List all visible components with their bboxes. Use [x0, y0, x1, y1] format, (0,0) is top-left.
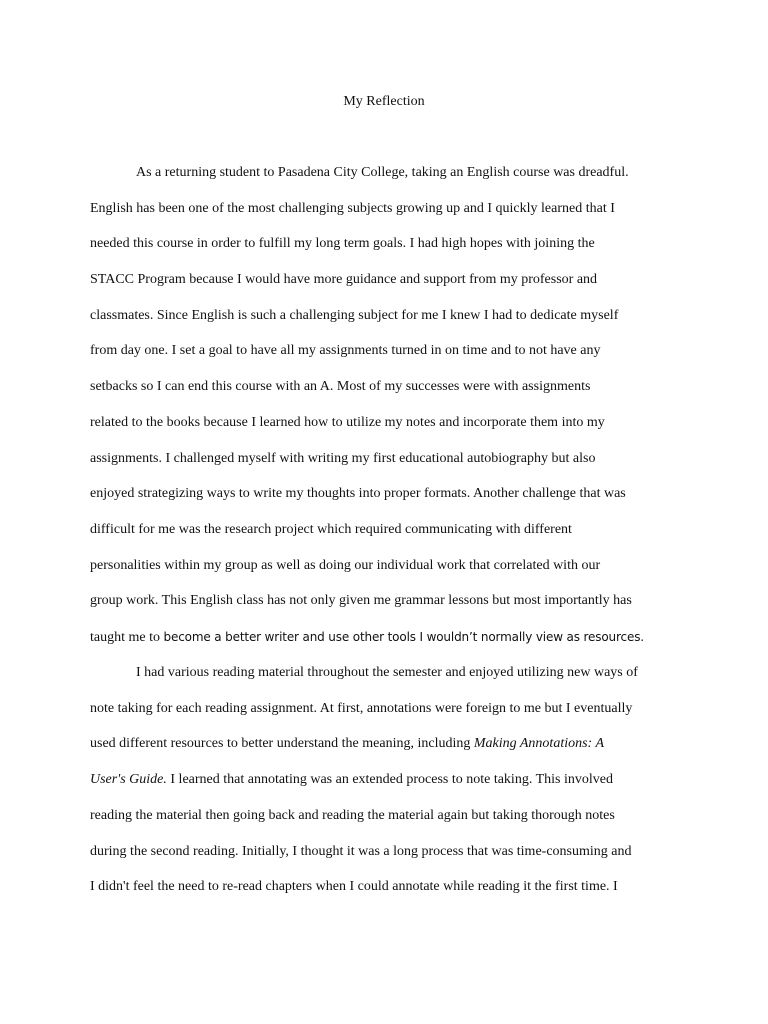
text-line: classmates. Since English is such a challenging subject for me I knew I had to dedicate myself [90, 308, 619, 323]
page-title: My Reflection [343, 94, 425, 109]
text-line: difficult for me was the research project which required communicating with different [90, 522, 572, 537]
text-line: from day one. I set a goal to have all my assignments turned in on time and to not have any [90, 343, 601, 358]
text-line: personalities within my group as well as doing our individual work that correlated with our [90, 558, 601, 573]
book-title-italic: Making Annotations: A [473, 736, 605, 751]
text-line [90, 734, 680, 754]
text-line: group work. This English class has not only given me grammar lessons but most importantly has [90, 593, 632, 608]
text-run: I learned that annotating was an extended process to note taking. This involved [166, 772, 613, 787]
text-run: taught me to [90, 630, 164, 645]
text-line: I had various reading material throughout the semester and enjoyed utilizing new ways of [136, 665, 638, 680]
text-run: used different resources to better understand the meaning, including [90, 736, 474, 751]
text-line: enjoyed strategizing ways to write my thoughts into proper formats. Another challenge that was [90, 486, 626, 501]
text-line: needed this course in order to fulfill my long term goals. I had high hopes with joining the [90, 236, 595, 251]
text-line: related to the books because I learned how to utilize my notes and incorporate them into my [90, 415, 605, 430]
text-line: note taking for each reading assignment. At first, annotations were foreign to me but I eventually [90, 701, 633, 716]
text-line: during the second reading. Initially, I thought it was a long process that was time-consuming and [90, 844, 632, 859]
text-run-alt-font: become a better writer and use other tools I wouldn’t normally view as resources. [163, 630, 644, 644]
text-line: setbacks so I can end this course with an A. Most of my successes were with assignments [90, 379, 591, 394]
text-line [90, 770, 680, 790]
text-line [90, 627, 680, 647]
text-line: English has been one of the most challenging subjects growing up and I quickly learned that I [90, 201, 615, 216]
text-line: As a returning student to Pasadena City College, taking an English course was dreadful. [136, 165, 629, 180]
text-line: reading the material then going back and reading the material again but taking thorough notes [90, 808, 615, 823]
text-line: assignments. I challenged myself with writing my first educational autobiography but also [90, 451, 596, 466]
book-title-italic: User's Guide. [90, 772, 167, 787]
text-line: I didn't feel the need to re-read chapters when I could annotate while reading it the first time. I [90, 879, 618, 894]
text-line: STACC Program because I would have more guidance and support from my professor and [90, 272, 598, 287]
